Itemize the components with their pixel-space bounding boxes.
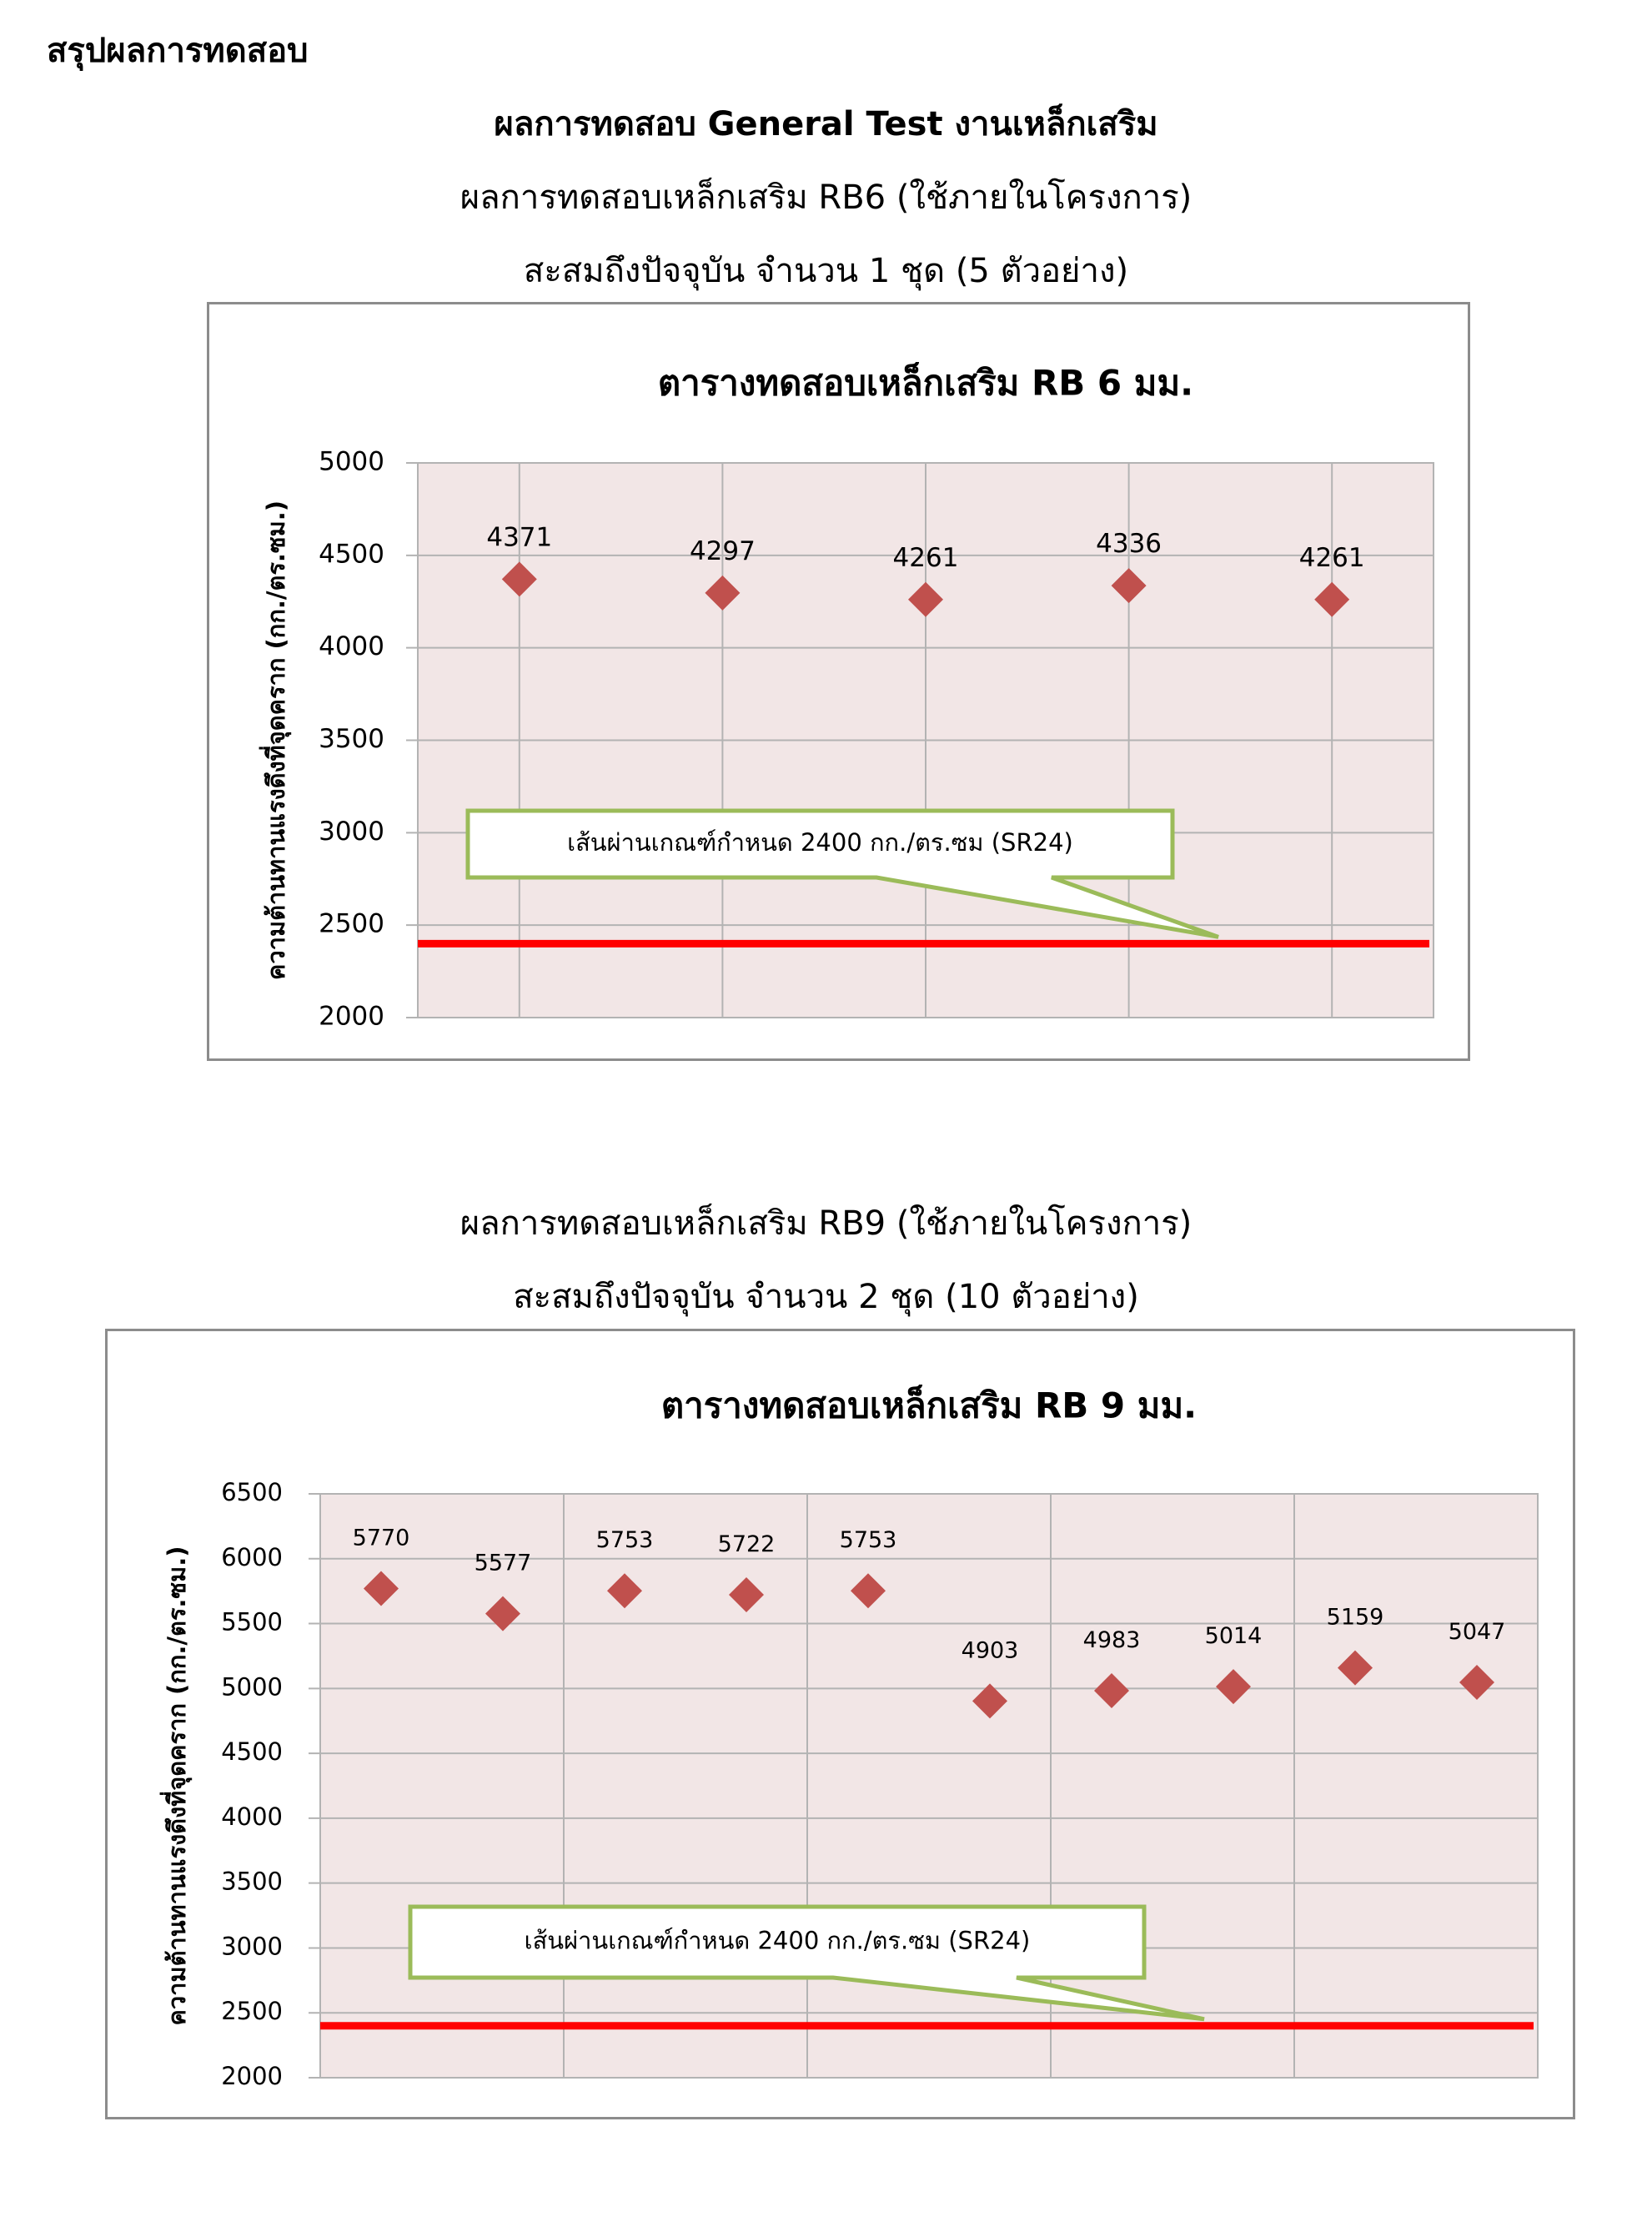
- y-tick-label: 4000: [221, 1802, 283, 1831]
- data-label: 5047: [1448, 1619, 1506, 1646]
- y-tick-label: 2500: [221, 1997, 283, 2026]
- data-label: 5753: [595, 1527, 654, 1554]
- data-label: 5722: [717, 1531, 776, 1558]
- y-axis-label: ความต้านทานแรงดึงที่จุดคราก (กก./ตร.ซม.): [163, 1546, 191, 2026]
- y-tick-label: 3500: [221, 1867, 283, 1896]
- y-tick-label: 6500: [221, 1478, 283, 1506]
- y-tick-label: 2000: [221, 2062, 283, 2090]
- y-tick-label: 2000: [319, 1001, 384, 1032]
- data-label: 4371: [486, 522, 553, 553]
- data-label: 4261: [1298, 542, 1365, 573]
- y-tick-label: 4500: [319, 539, 384, 570]
- data-label: 5577: [474, 1550, 532, 1576]
- data-label: 5770: [352, 1525, 410, 1551]
- y-tick-label: 3000: [319, 816, 384, 847]
- y-tick-label: 3500: [319, 724, 384, 754]
- y-axis-label: ความต้านทานแรงดึงที่จุดคราก (กก./ตร.ซม.): [262, 500, 290, 981]
- y-tick-label: 4500: [221, 1737, 283, 1767]
- data-label: 4297: [689, 535, 756, 566]
- data-label: 4903: [961, 1637, 1019, 1664]
- data-label: 4983: [1082, 1626, 1141, 1653]
- y-tick-label: 5000: [319, 446, 384, 477]
- y-tick-label: 5000: [221, 1672, 283, 1702]
- rb9-chart: [108, 1331, 1578, 2122]
- y-tick-label: 2500: [319, 908, 384, 939]
- threshold-callout-label: เส้นผ่านเกณฑ์กำหนด 2400 กก./ตร.ซม (SR24): [524, 1926, 1031, 1955]
- rb9-chart-frame: [105, 1329, 1575, 2119]
- y-tick-label: 6000: [221, 1542, 283, 1571]
- data-label: 5159: [1326, 1604, 1384, 1631]
- data-label: 4261: [892, 542, 959, 573]
- section1-subtitle: ผลการทดสอบเหล็กเสริม RB6 (ใช้ภายในโครงการ): [459, 178, 1193, 217]
- chart-title: ตารางทดสอบเหล็กเสริม RB 9 มม.: [660, 1385, 1198, 1426]
- section2-sample-count: สะสมถึงปัจจุบัน จำนวน 2 ชุด (10 ตัวอย่าง): [513, 1278, 1139, 1316]
- report-title: ผลการทดสอบ General Test งานเหล็กเสริม: [494, 105, 1158, 143]
- data-label: 4336: [1096, 529, 1162, 560]
- page-heading: สรุปผลการทดสอบ: [47, 32, 309, 70]
- threshold-callout-label: เส้นผ่านเกณฑ์กำหนด 2400 กก./ตร.ซม (SR24): [567, 828, 1073, 857]
- section1-sample-count: สะสมถึงปัจจุบัน จำนวน 1 ชุด (5 ตัวอย่าง): [523, 252, 1129, 290]
- chart-title: ตารางทดสอบเหล็กเสริม RB 6 มม.: [657, 362, 1194, 404]
- data-label: 5753: [839, 1527, 897, 1554]
- y-tick-label: 5500: [221, 1607, 283, 1636]
- data-label: 5014: [1204, 1623, 1263, 1650]
- y-tick-label: 3000: [221, 1932, 283, 1961]
- rb6-chart-frame: [207, 302, 1470, 1061]
- section2-subtitle: ผลการทดสอบเหล็กเสริม RB9 (ใช้ภายในโครงการ): [459, 1204, 1193, 1243]
- rb6-chart: [209, 304, 1473, 1063]
- y-tick-label: 4000: [319, 631, 384, 662]
